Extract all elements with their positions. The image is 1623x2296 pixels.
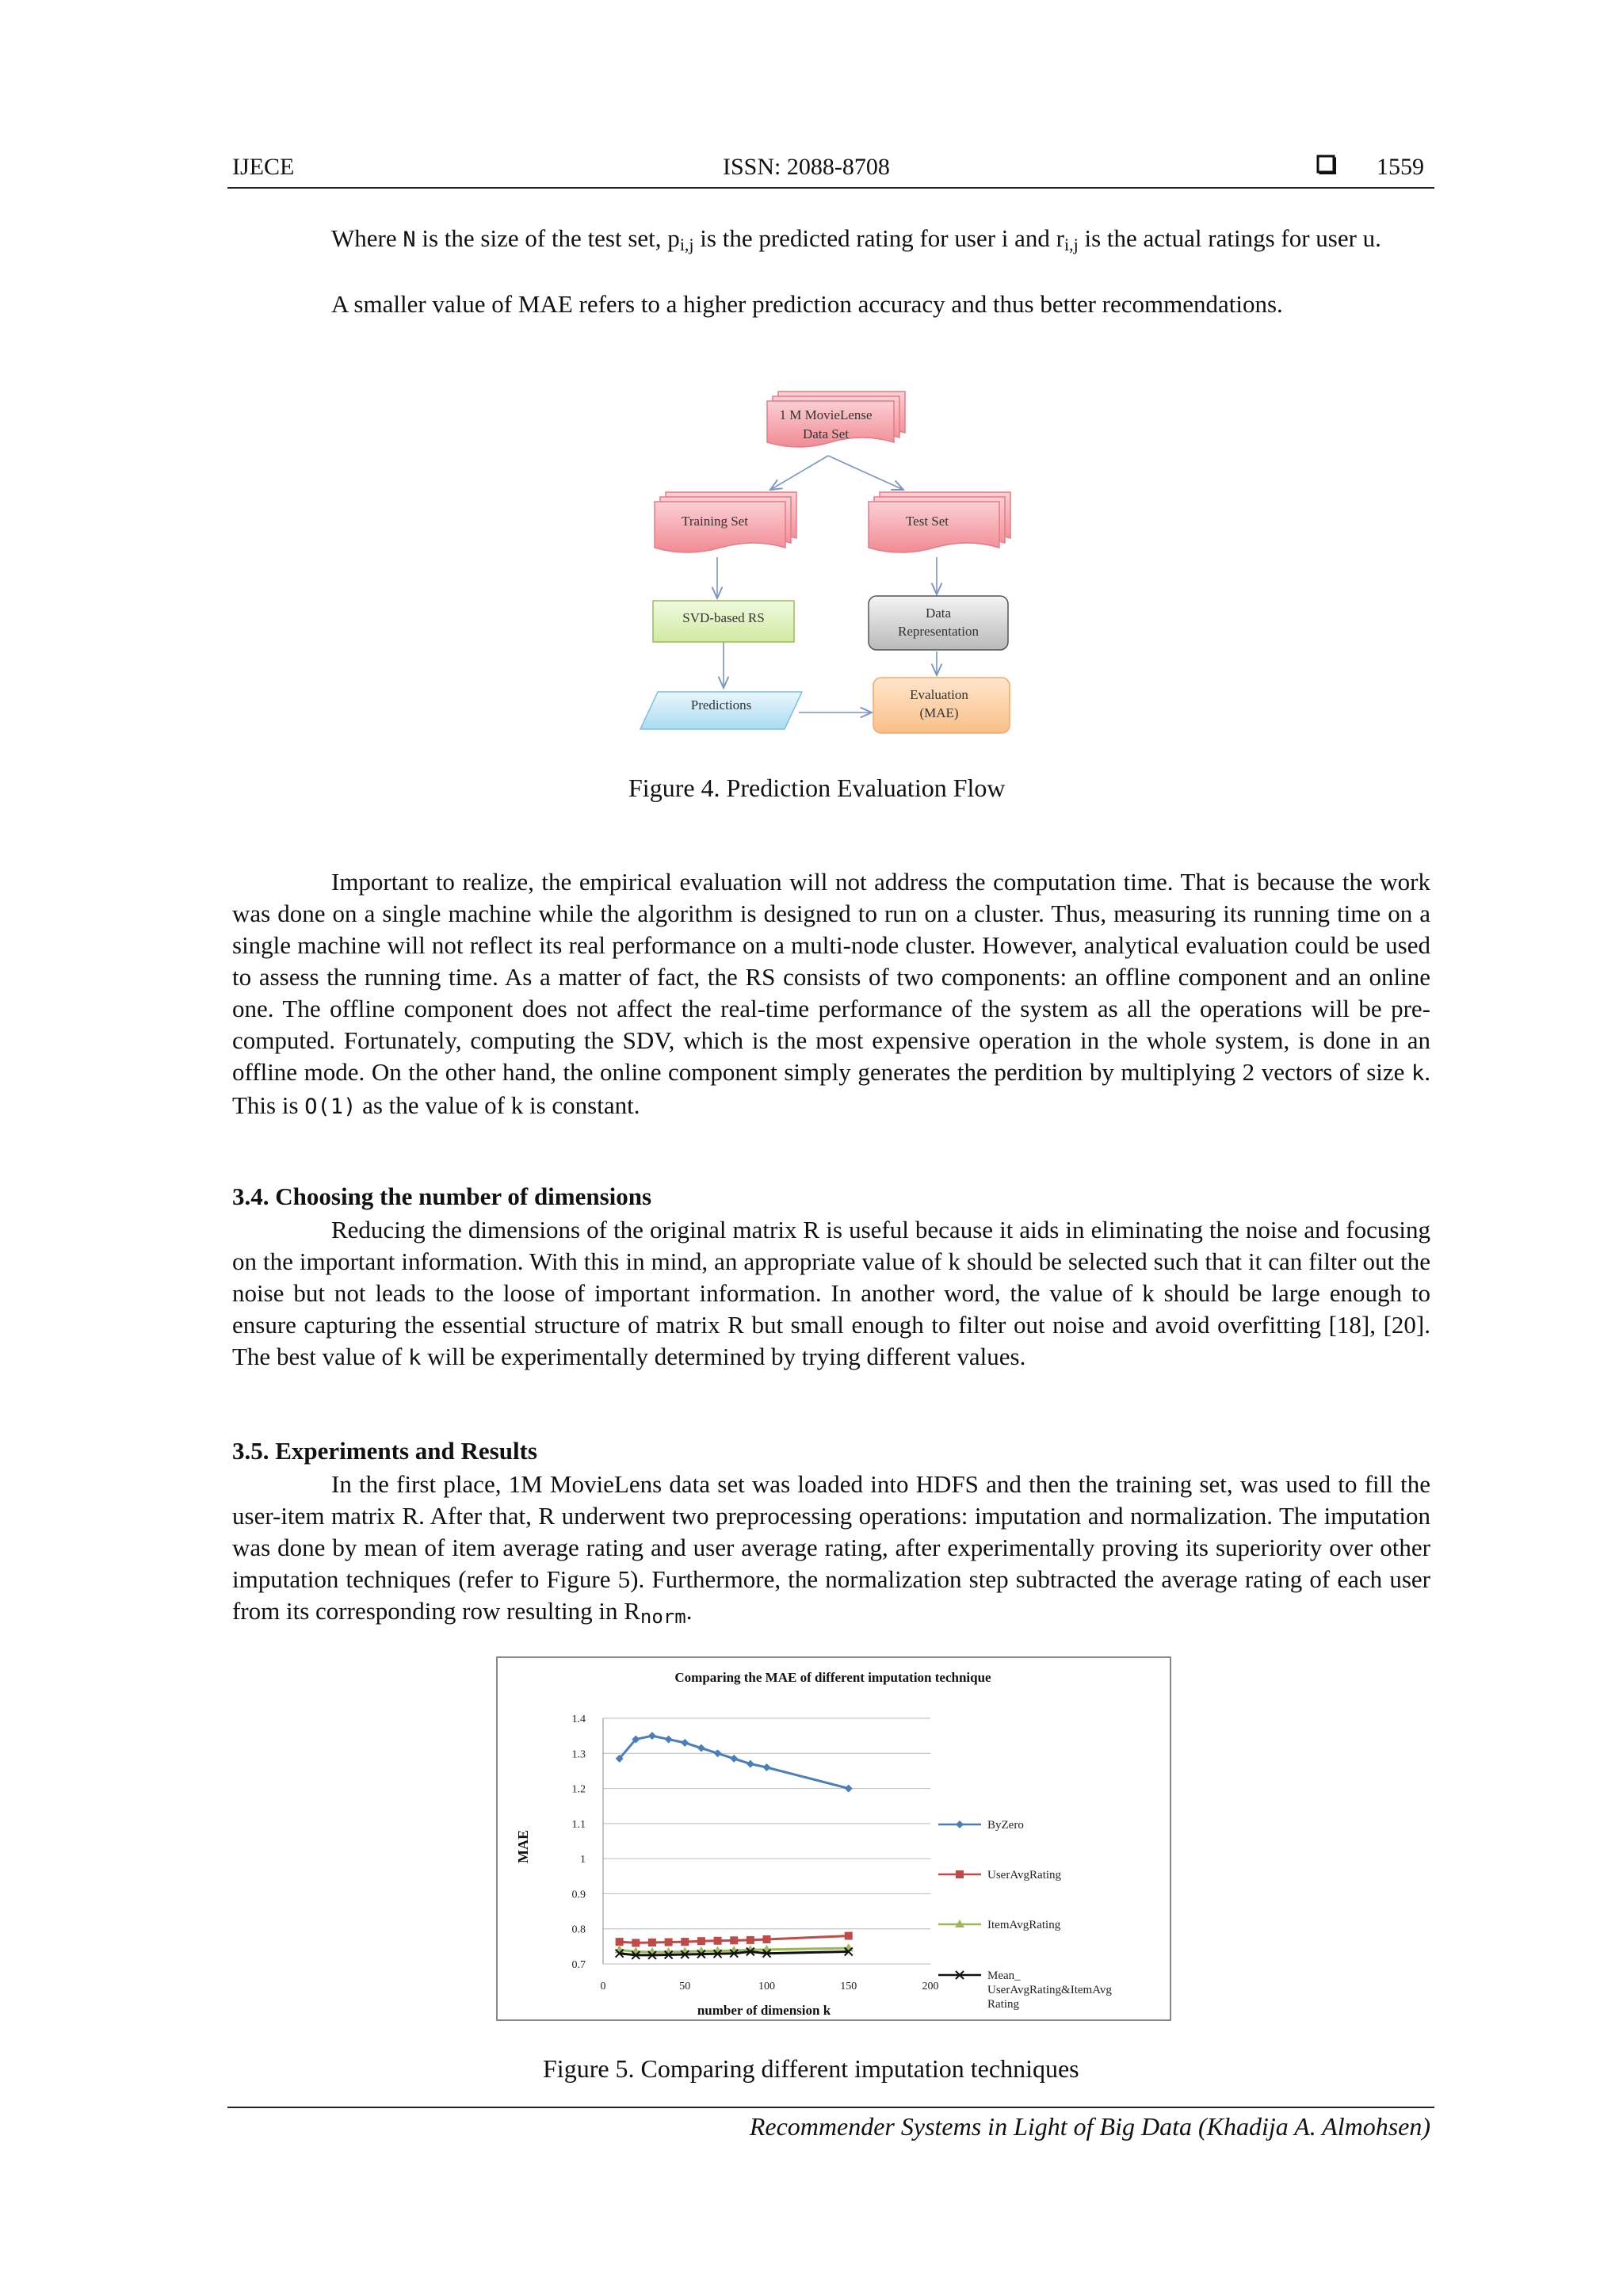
chart-frame bbox=[497, 1657, 1170, 2020]
training-set-node bbox=[655, 492, 796, 552]
x-tick-label: 150 bbox=[840, 1981, 857, 1992]
page-number: 1559 bbox=[1377, 154, 1424, 180]
figure4-caption: Figure 4. Prediction Evaluation Flow bbox=[628, 774, 1006, 802]
page-marker-icon bbox=[1316, 154, 1336, 181]
svd-rs-label: SVD-based RS bbox=[682, 610, 765, 625]
x-tick-label: 50 bbox=[679, 1981, 691, 1992]
section-3-4-body: Reducing the dimensions of the original matrix R is useful because it aids in eliminating the noise and focusing on the important information. With this in mind, an appropriate value of k should be selected such that it can filter out the noise but not leads to the loose of important information. In another word, the value of k should be large enough to ensure capturing the essential structure of matrix R but small enough to filter out noise and avoid overfitting [18], [20]. The best value of k will be experimentally determined by trying different values. bbox=[232, 1216, 1430, 1370]
mae-comparison-chart bbox=[496, 1656, 1171, 2021]
datarep-label-2: Representation bbox=[898, 624, 979, 639]
training-set-label: Training Set bbox=[682, 514, 748, 529]
data-point bbox=[747, 1936, 754, 1944]
dataset-node bbox=[767, 392, 905, 447]
dataset-label-1: 1 M MovieLense bbox=[779, 407, 873, 422]
evaluation-node bbox=[873, 678, 1010, 733]
test-set-label: Test Set bbox=[905, 514, 949, 529]
intro-mae-note: A smaller value of MAE refers to a higher prediction accuracy and thus better recommendations. bbox=[331, 290, 1283, 318]
legend-label: Mean_ bbox=[987, 1969, 1021, 1982]
section-3-5-heading: 3.5. Experiments and Results bbox=[232, 1437, 537, 1465]
legend-label: UserAvgRating&ItemAvg bbox=[987, 1984, 1112, 1996]
test-set-node bbox=[869, 492, 1010, 552]
predictions-label: Predictions bbox=[690, 697, 752, 712]
x-tick-label: 0 bbox=[600, 1981, 606, 1992]
data-point bbox=[714, 1937, 722, 1945]
datarep-label-1: Data bbox=[925, 606, 952, 621]
y-tick-label: 1.1 bbox=[571, 1818, 586, 1831]
legend-label: Rating bbox=[987, 1998, 1019, 2011]
y-tick-label: 0.7 bbox=[571, 1959, 586, 1971]
y-tick-label: 1 bbox=[580, 1854, 586, 1866]
x-tick-label: 200 bbox=[922, 1981, 939, 1992]
legend-label: ByZero bbox=[987, 1819, 1024, 1832]
data-point bbox=[616, 1938, 624, 1946]
data-point bbox=[763, 1935, 771, 1943]
y-tick-label: 1.4 bbox=[571, 1713, 586, 1725]
data-point bbox=[632, 1939, 640, 1946]
data-point bbox=[681, 1938, 689, 1946]
data-point bbox=[845, 1932, 853, 1940]
legend-swatch-marker bbox=[956, 1870, 964, 1878]
intro-where: Where N is the size of the test set, $p_{i,j}$ is the predicted rating for user i and $r_{i,j}$ is the actual ratings for user u. bbox=[331, 224, 1381, 254]
chart-y-axis-label: MAE bbox=[515, 1830, 531, 1863]
svd-rs-node bbox=[653, 601, 794, 642]
chart-x-axis-label: number of dimension k bbox=[697, 2003, 831, 2018]
x-tick-label: 100 bbox=[758, 1981, 775, 1992]
chart-title: Comparing the MAE of different imputation technique bbox=[674, 1670, 991, 1685]
evaluation-label-1: Evaluation bbox=[910, 687, 968, 702]
y-tick-label: 0.8 bbox=[571, 1924, 586, 1936]
section-3-4-heading: 3.4. Choosing the number of dimensions bbox=[232, 1182, 652, 1210]
issn: ISSN: 2088-8708 bbox=[723, 154, 890, 180]
data-point bbox=[665, 1939, 673, 1946]
data-point bbox=[648, 1939, 656, 1946]
data-point bbox=[697, 1937, 705, 1945]
header-rule bbox=[227, 187, 1434, 189]
data-representation-node bbox=[869, 596, 1008, 650]
y-tick-label: 0.9 bbox=[571, 1889, 586, 1901]
running-title: Recommender Systems in Light of Big Data (Khadija A. Almohsen) bbox=[749, 2112, 1430, 2141]
section-3-5-body: In the first place, 1M MovieLens data set was loaded into HDFS and then the training set, was used to fill the user-item matrix R. After that, R underwent two preprocessing operations: imputation and normalization. The imputation was done by mean of item average rating and user average rating, after experimentally proving its superiority over other imputation techniques (refer to Figure 5). Furthermore, the normalization step subtracted the average rating of each user from its corresponding row resulting in $R_{norm}$. bbox=[232, 1470, 1430, 1628]
data-point bbox=[730, 1936, 738, 1944]
dataset-label-2: Data Set bbox=[802, 426, 850, 441]
y-tick-label: 1.2 bbox=[571, 1783, 586, 1796]
journal-name: IJECE bbox=[232, 154, 295, 180]
legend-label: ItemAvgRating bbox=[987, 1919, 1061, 1931]
prediction-flow-diagram bbox=[618, 372, 1030, 745]
footer-rule bbox=[227, 2107, 1434, 2108]
paragraph-evaluation: Important to realize, the empirical evaluation will not address the computation time. That is because the work was done on a single machine while the algorithm is designed to run on a cluster. Thus, measuring its running time on a single machine will not reflect its real performance on a multi-node cluster. However, analytical evaluation could be used to assess the running time. As a matter of fact, the RS consists of two components: an offline component and an online one. The offline component does not affect the real-time performance of the system as all the operations will be pre-computed. Fortunately, computing the SDV, which is the most expensive operation in the whole system, is done in an offline mode. On the other hand, the online component simply generates the perdition by multiplying 2 vectors of size k. This is O(1) as the value of k is constant. bbox=[232, 868, 1430, 1119]
y-tick-label: 1.3 bbox=[571, 1748, 586, 1761]
figure5-caption: Figure 5. Comparing different imputation techniques bbox=[543, 2054, 1079, 2083]
evaluation-label-2: (MAE) bbox=[919, 705, 959, 720]
predictions-node bbox=[640, 692, 802, 729]
legend-label: UserAvgRating bbox=[987, 1869, 1062, 1881]
